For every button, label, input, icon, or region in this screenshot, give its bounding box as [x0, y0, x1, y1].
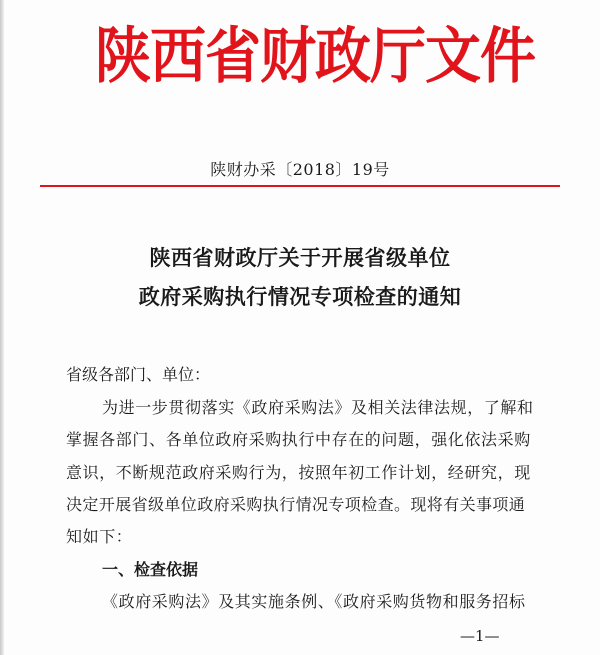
section-heading: 一、检查依据	[102, 560, 199, 579]
document-number: 陕财办采〔2018〕19号	[210, 160, 390, 179]
page-number: —1—	[460, 627, 500, 645]
section-body-line: 《政府采购法》及其实施条例、《政府采购货物和服务招标	[102, 592, 526, 611]
document-masthead: 陕西省财政厅文件	[95, 21, 535, 92]
notice-title-line-1: 陕西省财政厅关于开展省级单位	[149, 245, 451, 270]
body-paragraph-line: 知如下：	[66, 527, 133, 546]
body-paragraph-line: 决定开展省级单位政府采购执行情况专项检查。现将有关事项通	[66, 495, 526, 514]
red-separator-line	[40, 185, 560, 187]
scan-edge-shadow	[0, 0, 4, 655]
salutation: 省级各部门、单位：	[66, 365, 211, 384]
body-paragraph-line: 掌握各部门、各单位政府采购执行中存在的问题，强化依法采购	[66, 430, 531, 449]
body-paragraph-line: 为进一步贯彻落实《政府采购法》及相关法律法规，了解和	[102, 398, 534, 417]
notice-title-line-2: 政府采购执行情况专项检查的通知	[138, 284, 462, 309]
body-paragraph-line: 意识，不断规范政府采购行为，按照年初工作计划，经研究，现	[66, 463, 531, 482]
